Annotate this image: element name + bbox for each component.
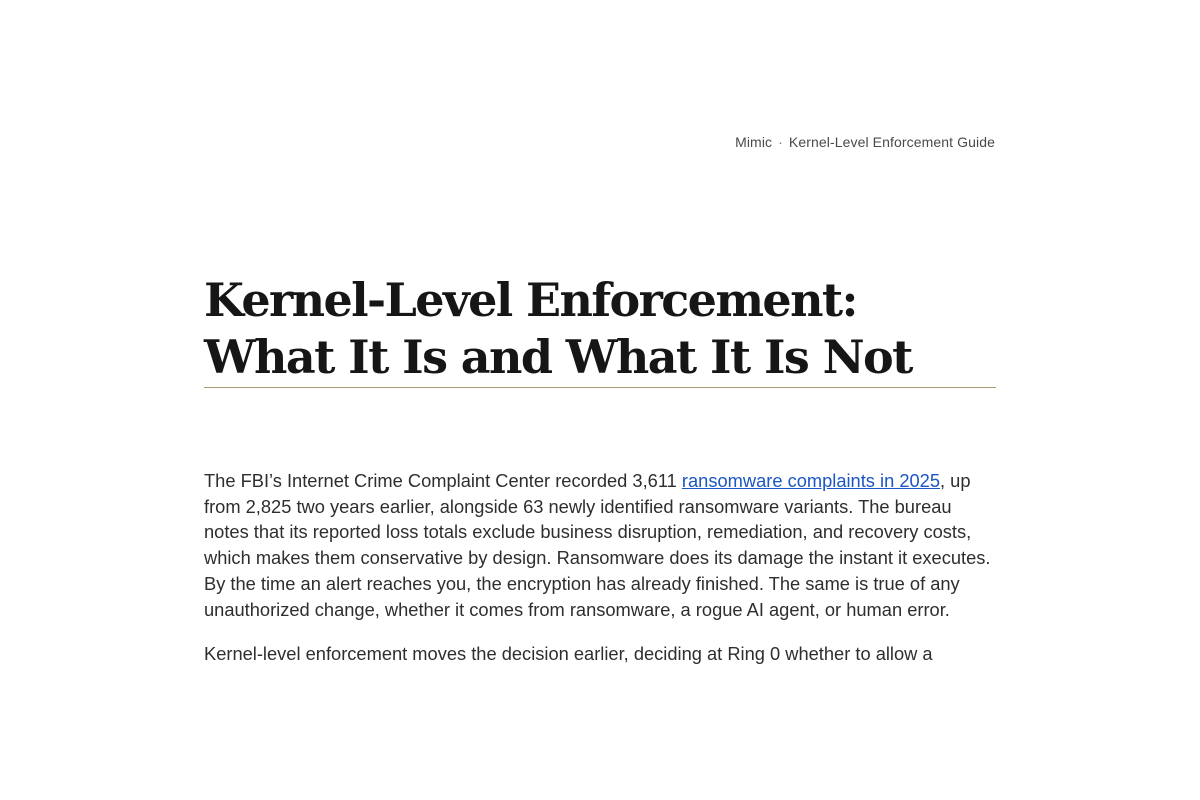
paragraph-intro-text-after: , up from 2,825 two years earlier, alongside 63 newly identified ransomware variants. The bureau notes that its reported loss totals exclude business disruption, remediation, and recovery costs, which makes them conservative by design. Ransomware does its damage the instant it executes. By the time an alert reaches you, the encryption has already finished. The same is true of any unauthorized change, whether it comes from ransomware, a rogue AI agent, or human error. [204,470,991,620]
page-title: Kernel-Level Enforcement: What It Is and What It Is Not [204,273,912,384]
article-body [204,468,999,689]
title-divider [204,387,996,388]
guide-title: Kernel-Level Enforcement Guide [788,134,995,150]
paragraph-intro-text-before: The FBI’s Internet Crime Complaint Center recorded 3,611 [204,470,682,491]
breadcrumb-separator: · [778,134,783,150]
breadcrumb [735,134,995,150]
ransomware-complaints-link[interactable]: ransomware complaints in 2025 [681,470,941,491]
brand-name[interactable]: Mimic [735,134,773,150]
paragraph-second: Kernel-level enforcement moves the decision earlier, deciding at Ring 0 whether to allow a [204,643,933,665]
paragraph-intro [204,468,999,622]
